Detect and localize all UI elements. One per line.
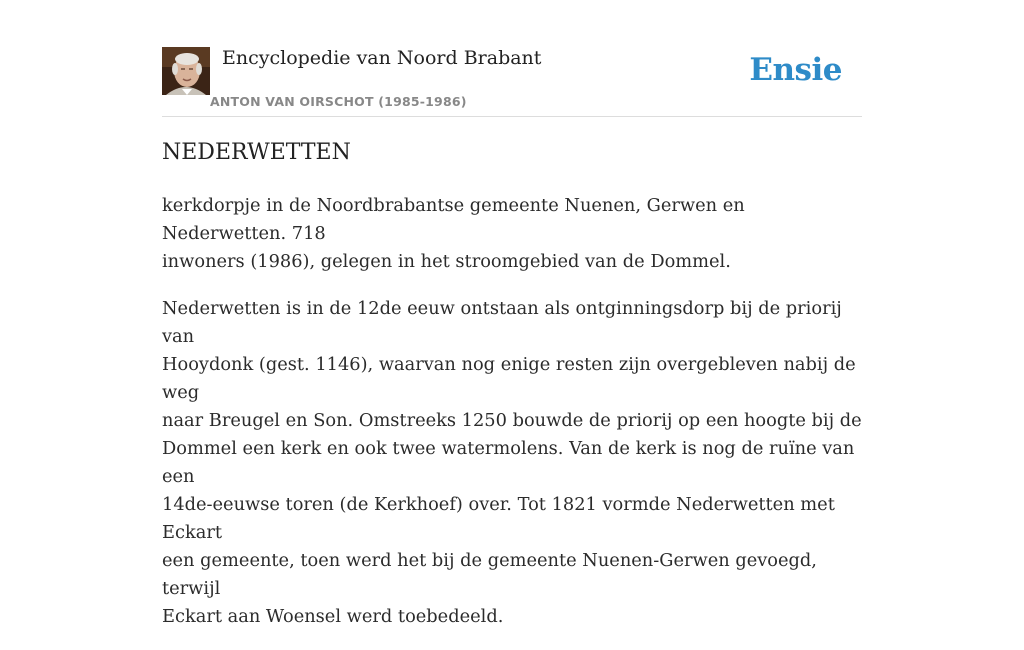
- author-avatar[interactable]: [162, 47, 210, 95]
- author-portrait-image: [162, 47, 210, 95]
- author-name[interactable]: ANTON VAN OIRSCHOT (1985-1986): [210, 94, 467, 109]
- source-title[interactable]: Encyclopedie van Noord Brabant: [222, 47, 542, 69]
- ensie-logo[interactable]: Ensie: [749, 52, 842, 88]
- article-paragraph: Nederwetten is in de 12de eeuw ontstaan als ontginningsdorp bij de priorij van Hooydonk (gest. 1146), waarvan nog enige resten zijn overgebleven nabij de weg naar Breugel en Son. Omstreeks 1250 bouwde de priorij op een hoogte bij de Dommel een kerk en ook twee watermolens. Van de kerk is nog de ruïne van een 14de-eeuwse toren (de Kerkhoef) over. Tot 1821 vormde Nederwetten met Eckart een gemeente, toen werd het bij de gemeente Nuenen-Gerwen gevoegd, terwijl Eckart aan Woensel werd toebedeeld.: [162, 298, 862, 627]
- article-body: [162, 192, 862, 650]
- article-title: NEDERWETTEN: [162, 140, 351, 165]
- article-paragraph: kerkdorpje in de Noordbrabantse gemeente Nuenen, Gerwen en Nederwetten. 718 inwoners (1986), gelegen in het stroomgebied van de Dommel.: [162, 195, 745, 272]
- article-header: [162, 46, 862, 117]
